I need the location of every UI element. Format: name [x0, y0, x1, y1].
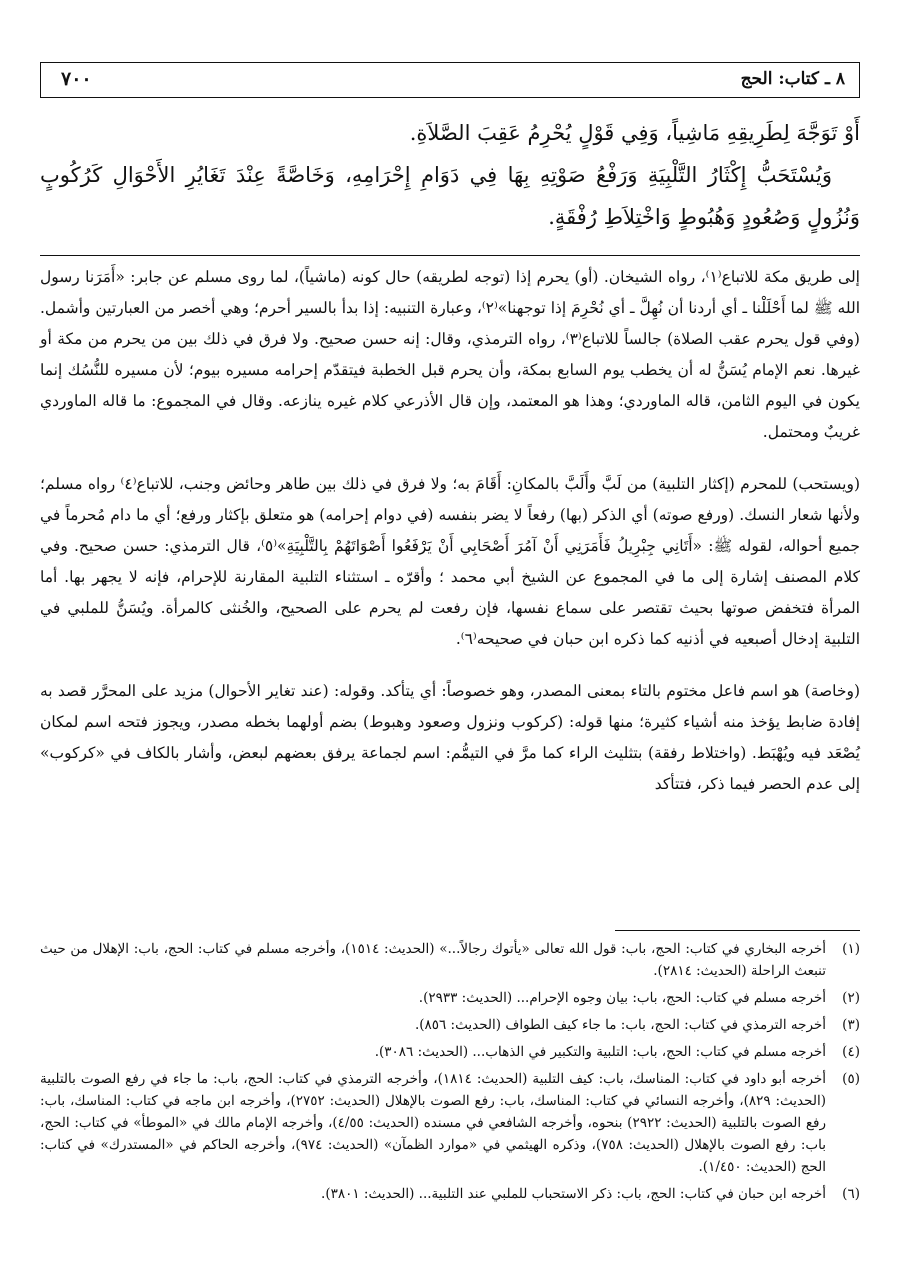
- footnote: [40, 1041, 860, 1063]
- footnote-text: أخرجه مسلم في كتاب: الحج، باب: التلبية والتكبير في الذهاب... (الحديث: ٣٠٨٦).: [374, 1044, 826, 1060]
- footnote-number: (٣): [842, 1017, 860, 1033]
- matn-separator: [40, 255, 860, 256]
- footnote-separator: [615, 930, 860, 931]
- footnote: [40, 1183, 860, 1205]
- footnote-text: أخرجه الترمذي في كتاب: الحج، باب: ما جاء كيف الطواف (الحديث: ٨٥٦).: [414, 1017, 826, 1033]
- footnote-text: أخرجه أبو داود في كتاب: المناسك، باب: كيف التلبية (الحديث: ١٨١٤)، وأخرجه الترمذي في كتاب: الحج، باب: ما جاء في رفع الصوت بالتلبية (الحديث: ٨٢٩)، وأخرجه النسائي في كتاب: المناسك، باب: رفع الصوت بالإهلال (الحديث: ٢٧٥٢)، وأخرجه ابن ماجه في كتاب: المناسك، باب: رفع الصوت بالتلبية (الحديث: ٢٩٢٢) بنحوه، وأخرجه الشافعي في مسنده (الحديث: ٤/٥٥)، وأخرجه الإمام مالك في «الموطأ» في كتاب: الحج، باب: رفع الصوت بالإهلال (الحديث: ٧٥٨)، وذكره الهيثمي في «موارد الظمآن» (الحديث: ٩٧٤)، وأخرجه الحاكم في «المستدرك» في كتاب: الحج (الحديث: ١/٤٥٠).: [40, 1071, 826, 1175]
- footnote: [40, 987, 860, 1009]
- commentary-paragraph: (ويستحب) للمحرم (إكثار التلبية) من لَبَّ وأَلَبَّ بالمكانِ: أَقَامَ به؛ ولا فرق في ذلك بين طاهر وحائض وجنب، للاتباع⁽٤⁾ رواه مسلم؛ ولأنها شعار النسك. (ورفع صوته) أي الذكر (بها) رفعاً لا يضر بنفسه (في دوام إحرامه) هو متعلق بإكثار ورفع؛ أي ما دام مُحرماً في جميع أحواله، لقوله ﷺ: «أَتَانِي جِبْرِيلُ فَأَمَرَنِي أَنْ آمُرَ أَصْحَابِي أَنْ يَرْفَعُوا أَصْوَاتَهُمْ بِالتَّلْبِيَةِ»⁽٥⁾، قال الترمذي: حسن صحيح. وفي كلام المصنف إشارة إلى ما في المجموع عن الشيخ أبي محمد ؛ وأقرّه ـ استثناء التلبية المقارنة للإحرام، فإنه لا يجهر بها. أما المرأة فتخفض صوتها بحيث تقتصر على سماع نفسها، فإن رفعت لم يحرم على الصحيح، والخُنثى كالمرأة. ويُسَنُّ للملبي في التلبية إدخال أصبعيه في أذنيه كما ذكره ابن حبان في صحيحه⁽٦⁾.: [40, 475, 861, 648]
- footnote-text: أخرجه البخاري في كتاب: الحج، باب: قول الله تعالى «يأتوك رجالاً...» (الحديث: ١٥١٤)، وأخرجه مسلم في كتاب: الحج، باب: الإهلال من حيث تنبعث الراحلة (الحديث: ٢٨١٤).: [40, 941, 826, 979]
- footnote: [40, 1068, 860, 1178]
- commentary-paragraph: (وخاصة) هو اسم فاعل مختوم بالتاء بمعنى المصدر، وهو خصوصاً: أي يتأكد. وقوله: (عند تغاير الأحوال) مزيد على المحرَّر قصد به إفادة ضابط يؤخذ منه أشياء كثيرة؛ منها قوله: (كركوب ونزول وصعود وهبوط) بضم أولهما بخطه مصدر، ويجوز فتحه اسم لمكان يُصْعَد فيه ويُهْبَط. (واختلاط رفقة) بتثليث الراء كما مرَّ في التيمُّم: اسم لجماعة يرفق بعضهم لبعض، وأشار بالكاف في «كركوب» إلى عدم الحصر فيما ذكر، فتتأكد: [40, 682, 860, 793]
- page-header: [40, 62, 860, 98]
- matn-text: [40, 112, 860, 238]
- matn-paragraph: وَيُسْتَحَبُّ إِكْثَارُ التَّلْبِيَةِ وَرَفْعُ صَوْتِهِ بِهَا فِي دَوَامِ إِحْرَامِهِ، وَخَاصَّةً عِنْدَ تَغَايُرِ الأَحْوَالِ كَرُكُوبٍ وَنُزُولٍ وَصُعُودٍ وَهُبُوطٍ وَاخْتِلاَطِ رُفْقَةٍ.: [40, 163, 860, 229]
- footnote: [40, 938, 860, 982]
- footnote-number: (٢): [842, 990, 860, 1006]
- footnotes: [40, 938, 860, 1210]
- commentary: [40, 262, 860, 821]
- footnote-number: (٥): [842, 1071, 860, 1087]
- commentary-paragraph: إلى طريق مكة للاتباع⁽١⁾، رواه الشيخان. (أو) يحرم إذا (توجه لطريقه) حال كونه (ماشياً)، لما روى مسلم عن جابر: «أَمَرَنا رسول الله ﷺ لما أَحْلَلْنا ـ أي أردنا أن نُهِلَّ ـ أي نُحْرِمَ إذا توجهنا»⁽٢⁾، وعبارة التنبيه: إذا بدأ بالسير أحرم؛ وهي أخصر من العبارتين وأشمل. (وفي قول يحرم عقب الصلاة) جالساً للاتباع⁽٣⁾، رواه الترمذي، وقال: إنه حسن صحيح. ولا فرق في ذلك بين من يحرم من مكة أو غيرها. نعم الإمام يُسَنُّ له أن يخطب يوم السابع بمكة، وأن يحرم قبل الخطبة فيتقدّم إحرامه مسيره بيوم؛ لأن مسيره للنُّسُك إنما يكون في اليوم الثامن، قاله الماوردي؛ وهذا هو المعتمد، وإن قال الأذرعي كلام غيره ينازعه. وقال في المجموع: ما قاله الماوردي غريبٌ ومحتمل.: [40, 268, 860, 441]
- footnote-number: (١): [842, 941, 860, 957]
- page-number: ٧٠٠: [61, 68, 92, 90]
- footnote-text: أخرجه مسلم في كتاب: الحج، باب: بيان وجوه الإحرام... (الحديث: ٢٩٣٣).: [418, 990, 826, 1006]
- matn-line: أَوْ تَوَجَّهَ لِطَرِيقِهِ مَاشِياً، وَفِي قَوْلٍ يُحْرِمُ عَقِبَ الصَّلاَةِ.: [409, 121, 860, 145]
- footnote-text: أخرجه ابن حبان في كتاب: الحج، باب: ذكر الاستحباب للملبي عند التلبية... (الحديث: ٣٨٠١).: [321, 1186, 826, 1202]
- footnote: [40, 1014, 860, 1036]
- chapter-title: ٨ ـ كتاب: الحج: [740, 69, 845, 89]
- footnote-number: (٤): [842, 1044, 860, 1060]
- footnote-number: (٦): [842, 1186, 860, 1202]
